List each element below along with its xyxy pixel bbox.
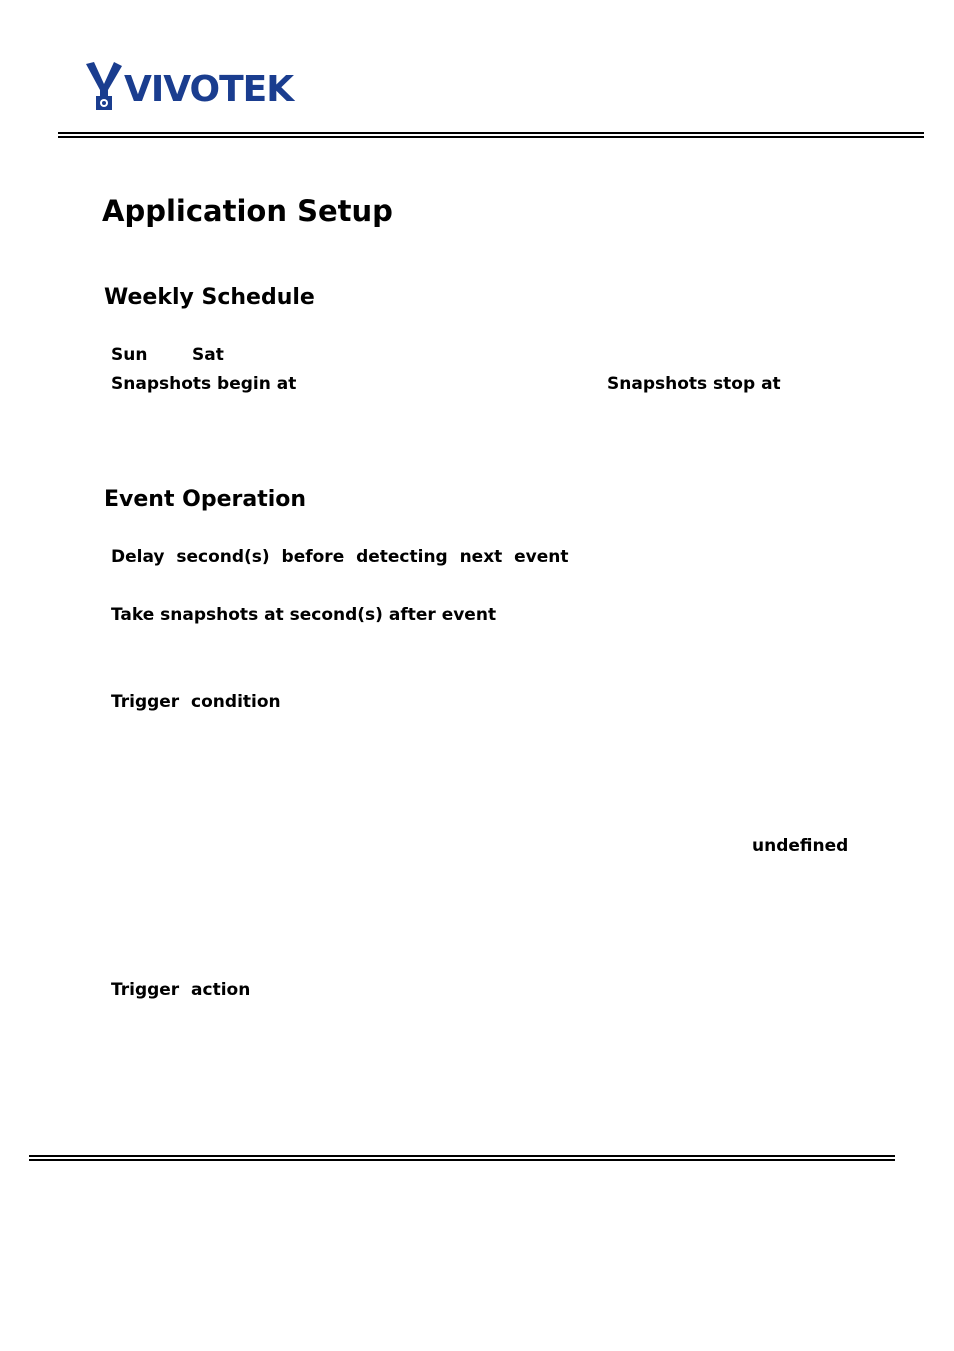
snapshots-stop-label: Snapshots stop at [607,374,781,394]
delay-before-word: before [281,547,345,567]
logo-wordmark: VIVOTEK [124,69,294,110]
delay-next-word: next [459,547,503,567]
trigger-word: Trigger [111,980,180,1000]
vivotek-logo [84,62,292,112]
event-operation-heading: Event Operation [104,487,307,512]
delay-unit-word: second(s) [176,547,270,567]
delay-detecting-word: detecting [356,547,448,567]
day-sat-label: Sat [192,345,224,365]
day-sun-label: Sun [111,345,148,365]
delay-event-word: event [514,547,569,567]
condition-word: condition [191,692,281,712]
footer-divider [29,1155,895,1161]
header-divider [58,132,924,138]
trigger-action-label [111,980,250,1000]
delay-word: Delay [111,547,165,567]
trigger-condition-label [111,692,281,712]
action-word: action [191,980,251,1000]
delay-label [111,547,569,567]
trigger-word: Trigger [111,692,180,712]
take-snapshots-label: Take snapshots at second(s) after event [111,605,497,625]
weekly-schedule-heading: Weekly Schedule [104,285,315,310]
undefined-label: undefined [752,836,849,856]
snapshots-begin-label: Snapshots begin at [111,374,297,394]
camera-logo-icon [84,62,124,112]
page-title: Application Setup [102,194,393,228]
